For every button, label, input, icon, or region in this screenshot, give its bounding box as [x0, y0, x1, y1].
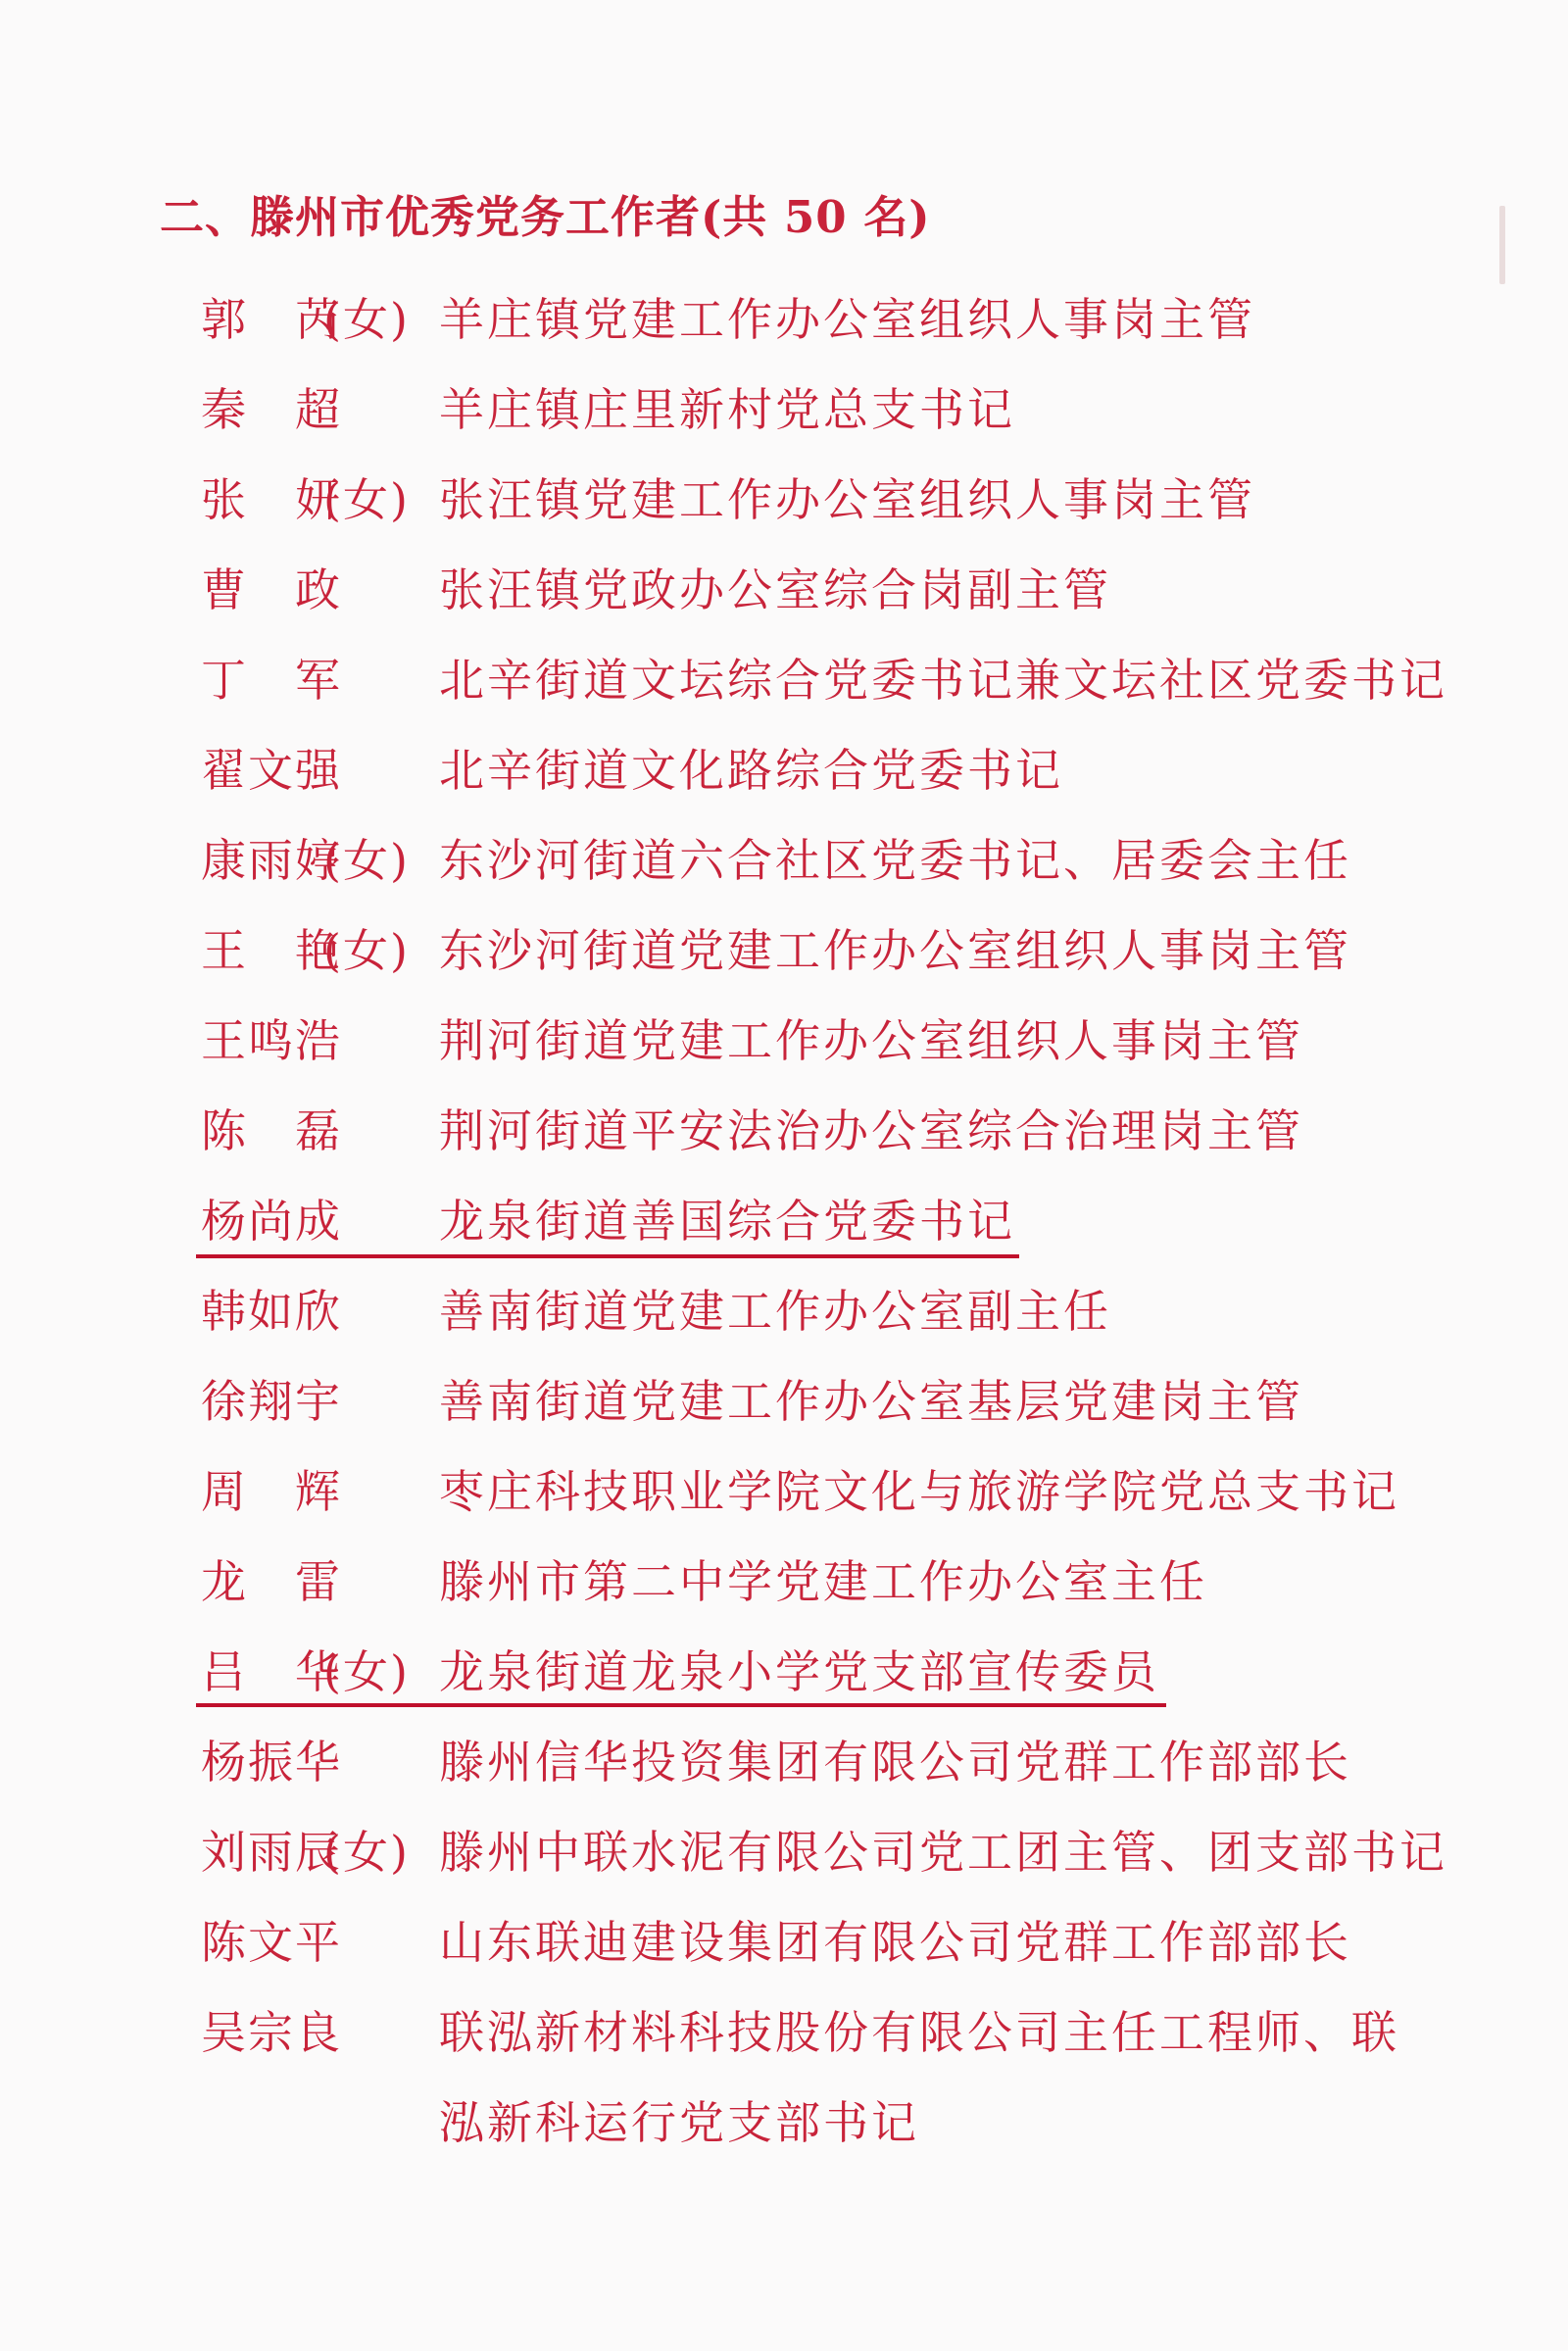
list-item: [0, 374, 1568, 453]
list-item: [0, 1546, 1568, 1625]
gender-note: (女): [323, 1826, 410, 1879]
person-role: 北辛街道文坛综合党委书记兼文坛社区党委书记: [439, 654, 1447, 707]
person-role: 善南街道党建工作办公室副主任: [439, 1285, 1111, 1338]
person-role: 北辛街道文化路综合党委书记: [439, 744, 1063, 797]
list-item: [0, 1005, 1568, 1084]
list-item: [0, 1276, 1568, 1354]
gender-note: (女): [323, 924, 410, 977]
person-role: 荆河街道平安法治办公室综合治理岗主管: [439, 1104, 1303, 1157]
highlight-underline: [196, 1254, 1019, 1258]
list-item: [0, 915, 1568, 994]
person-name: 郭 芮: [201, 293, 342, 346]
list-item: [0, 1727, 1568, 1805]
gender-note: (女): [323, 834, 410, 887]
person-name: 张 妍: [201, 473, 342, 526]
person-role: 滕州信华投资集团有限公司党群工作部部长: [439, 1736, 1351, 1788]
person-role: 滕州市第二中学党建工作办公室主任: [439, 1555, 1207, 1608]
list-item: [0, 2087, 1568, 2166]
person-name: 王鸣浩: [201, 1014, 342, 1067]
list-item: [0, 1186, 1568, 1264]
person-name: 陈 磊: [201, 1104, 342, 1157]
person-role: 滕州中联水泥有限公司党工团主管、团支部书记: [439, 1826, 1447, 1879]
person-role: 羊庄镇党建工作办公室组织人事岗主管: [439, 293, 1255, 346]
person-name: 秦 超: [201, 383, 342, 436]
list-item: [0, 1817, 1568, 1895]
person-role: 张汪镇党建工作办公室组织人事岗主管: [439, 473, 1255, 526]
gender-note: (女): [323, 1645, 410, 1698]
person-name: 王 艳: [201, 924, 342, 977]
list-item: [0, 1096, 1568, 1174]
person-name: 韩如欣: [201, 1285, 342, 1338]
person-name: 杨振华: [201, 1736, 342, 1788]
person-name: 龙 雷: [201, 1555, 342, 1608]
person-role: 龙泉街道龙泉小学党支部宣传委员: [439, 1645, 1159, 1698]
gender-note: (女): [323, 293, 410, 346]
person-role: 枣庄科技职业学院文化与旅游学院党总支书记: [439, 1465, 1399, 1518]
person-name: 刘雨辰: [201, 1826, 342, 1879]
list-item: [0, 1997, 1568, 2076]
person-name: 周 辉: [201, 1465, 342, 1518]
person-name: 徐翔宇: [201, 1375, 342, 1428]
person-name: 杨尚成: [201, 1195, 342, 1248]
person-role: 东沙河街道六合社区党委书记、居委会主任: [439, 834, 1351, 887]
list-item: [0, 284, 1568, 363]
person-role: 荆河街道党建工作办公室组织人事岗主管: [439, 1014, 1303, 1067]
gender-note: (女): [323, 473, 410, 526]
list-item: [0, 1907, 1568, 1985]
person-role: 东沙河街道党建工作办公室组织人事岗主管: [439, 924, 1351, 977]
list-item: [0, 825, 1568, 904]
person-role: 山东联迪建设集团有限公司党群工作部部长: [439, 1916, 1351, 1969]
list-item: [0, 1456, 1568, 1535]
person-name: 曹 政: [201, 563, 342, 616]
person-role: 泓新科运行党支部书记: [439, 2096, 919, 2149]
person-name: 康雨婷: [201, 834, 342, 887]
person-role: 羊庄镇庄里新村党总支书记: [439, 383, 1015, 436]
list-item: [0, 645, 1568, 723]
list-item: [0, 1366, 1568, 1445]
person-role: 张汪镇党政办公室综合岗副主管: [439, 563, 1111, 616]
person-role: 龙泉街道善国综合党委书记: [439, 1195, 1015, 1248]
list-item: [0, 465, 1568, 543]
person-name: 翟文强: [201, 744, 342, 797]
list-item: [0, 735, 1568, 813]
list-item: [0, 555, 1568, 633]
scan-mark: [1499, 206, 1505, 284]
person-name: 陈文平: [201, 1916, 342, 1969]
person-name: 丁 军: [201, 654, 342, 707]
person-name: 吴宗良: [201, 2006, 342, 2059]
person-role: 联泓新材料科技股份有限公司主任工程师、联: [439, 2006, 1399, 2059]
person-role: 善南街道党建工作办公室基层党建岗主管: [439, 1375, 1303, 1428]
highlight-underline: [196, 1703, 1166, 1707]
person-name: 吕 华: [201, 1645, 342, 1698]
section-heading: 二、滕州市优秀党务工作者(共 50 名): [160, 191, 931, 243]
